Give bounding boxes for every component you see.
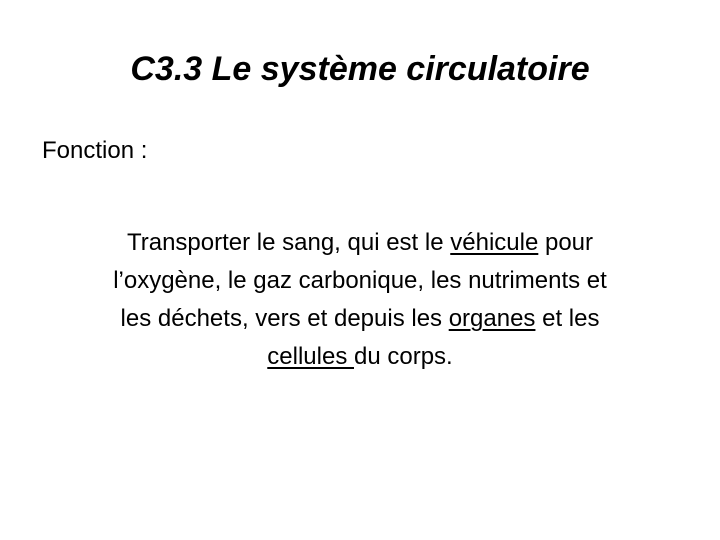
description-line-1 bbox=[40, 224, 680, 262]
term-cellules: cellules bbox=[267, 343, 354, 370]
description-line-3 bbox=[40, 300, 680, 338]
slide-title: C3.3 Le système circulatoire bbox=[130, 50, 590, 88]
function-description bbox=[40, 224, 680, 376]
term-vehicule: véhicule bbox=[450, 229, 539, 256]
section-heading: Fonction : bbox=[42, 137, 148, 164]
line1-text-after: pour bbox=[538, 229, 594, 256]
description-line-4 bbox=[40, 338, 680, 376]
line1-text-before: Transporter le sang, qui est le bbox=[126, 229, 451, 256]
line3-text-after: et les bbox=[535, 305, 600, 332]
line3-text-before: les déchets, vers et depuis les bbox=[120, 305, 449, 332]
term-organes: organes bbox=[448, 305, 536, 332]
description-line-2: l’oxygène, le gaz carbonique, les nutriments et bbox=[113, 267, 607, 294]
line4-text-after: du corps. bbox=[354, 343, 453, 370]
